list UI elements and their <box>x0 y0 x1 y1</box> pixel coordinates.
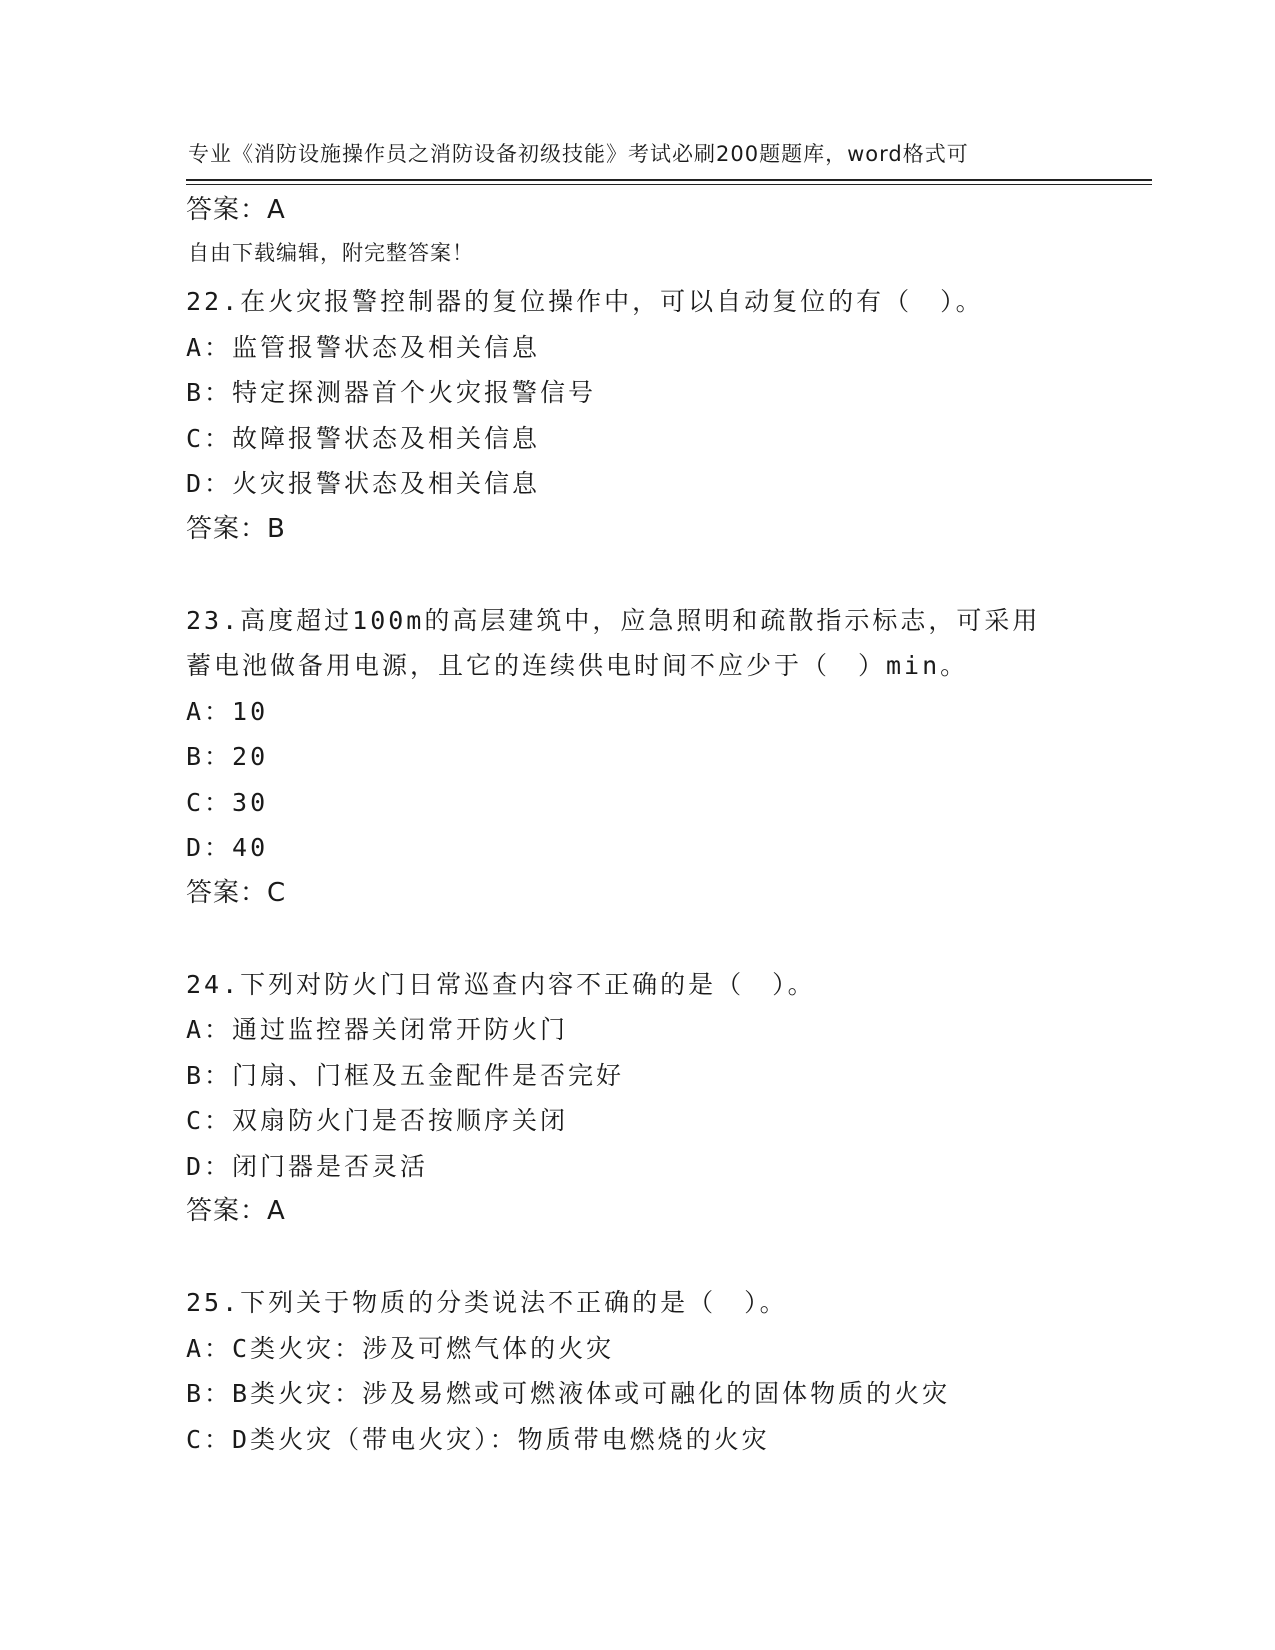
header-rule-thick <box>186 179 1152 181</box>
question-stem-continued: 蓄电池做备用电源，且它的连续供电时间不应少于（ ）min。 <box>186 651 969 680</box>
option-d: D：40 <box>186 833 269 862</box>
option-a: A：监管报警状态及相关信息 <box>186 332 541 362</box>
question-block <box>186 598 1116 917</box>
option-c: C：双扇防火门是否按顺序关闭 <box>186 1106 569 1135</box>
header-line-1: 专业《消防设施操作员之消防设备初级技能》考试必刷200题题库，word格式可 <box>188 142 969 166</box>
answer-line: 答案：C <box>186 877 287 908</box>
spacer <box>186 1235 1116 1281</box>
header-rule-thin <box>186 184 1152 185</box>
option-c: C：故障报警状态及相关信息 <box>186 423 541 453</box>
answer-line: 答案：A <box>186 1196 286 1226</box>
option-b: B：20 <box>186 742 269 771</box>
header-line-2: 自由下载编辑，附完整答案！ <box>188 241 474 265</box>
option-d: D：闭门器是否灵活 <box>186 1151 429 1181</box>
spacer <box>186 234 1116 280</box>
spacer <box>186 916 1116 962</box>
option-a: A：10 <box>186 696 269 726</box>
question-block <box>186 962 1116 1235</box>
question-stem: 22.在火灾报警控制器的复位操作中，可以自动复位的有（ ）。 <box>186 287 984 316</box>
previous-answer: 答案：A <box>186 195 286 225</box>
question-stem: 25.下列关于物质的分类说法不正确的是（ ）。 <box>186 1288 788 1317</box>
option-a: A：通过监控器关闭常开防火门 <box>186 1015 569 1044</box>
question-content <box>186 188 1116 1462</box>
question-block <box>186 1280 1116 1462</box>
option-c: C：30 <box>186 787 269 817</box>
option-d: D：火灾报警状态及相关信息 <box>186 469 541 498</box>
answer-line: 答案：B <box>186 513 286 544</box>
option-c: C：D类火灾（带电火灾）：物质带电燃烧的火灾 <box>186 1424 770 1454</box>
question-stem: 23.高度超过100m的高层建筑中，应急照明和疏散指示标志，可采用 <box>186 605 1041 635</box>
question-block <box>186 279 1116 552</box>
question-stem: 24.下列对防火门日常巡查内容不正确的是（ ）。 <box>186 969 816 999</box>
option-b: B：门扇、门框及五金配件是否完好 <box>186 1060 625 1090</box>
option-b: B：特定探测器首个火灾报警信号 <box>186 378 597 407</box>
spacer <box>186 552 1116 598</box>
option-a: A：C类火灾：涉及可燃气体的火灾 <box>186 1333 615 1363</box>
option-b: B：B类火灾：涉及易燃或可燃液体或可融化的固体物质的火灾 <box>186 1379 951 1408</box>
